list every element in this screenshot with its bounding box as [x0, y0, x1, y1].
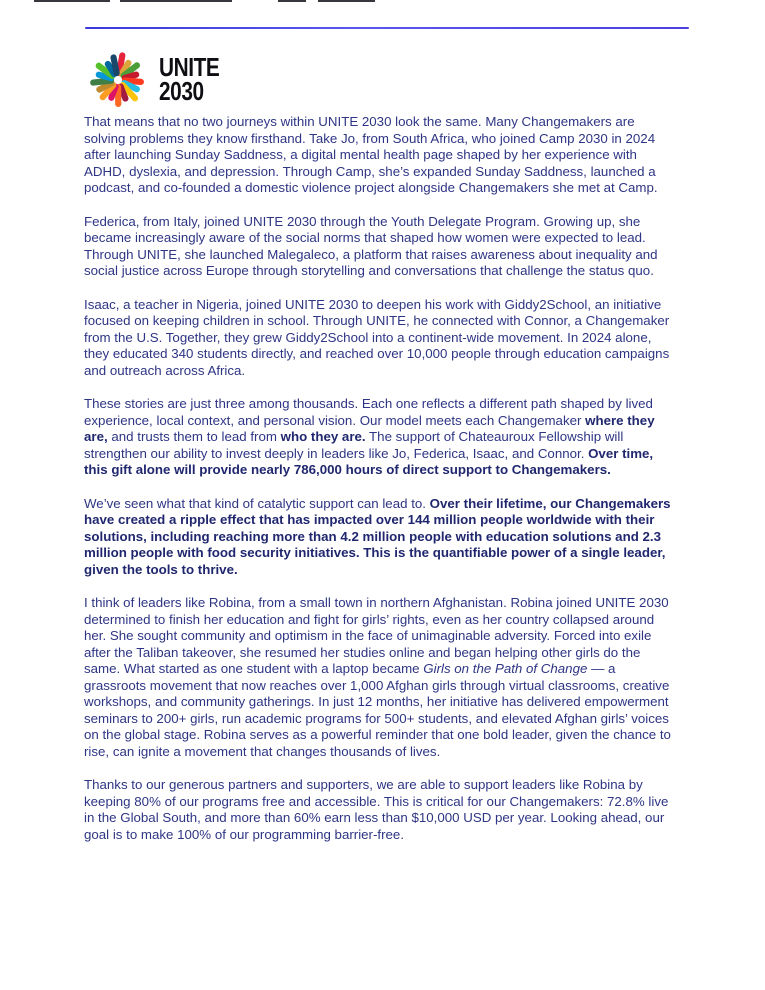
text-run: I think of leaders like Robina, from a small town in northern Afghanistan. Robina joined UNITE 2030 determined to finish her education and fight for girls’ rights, even as her country collapsed around her. She sought community and optimism in the face of unimaginable adversity. Forced into exile after the Taliban takeover, she resumed her studies online and began helping other girls do the same. What started as one student with a laptop became — [84, 595, 669, 676]
text-run: The support of Chateauroux Fellowship will strengthen our ability to invest deeply in leaders like Jo, Federica, Isaac, and Connor. — [84, 429, 624, 461]
scan-artifact-mark — [120, 0, 232, 2]
paragraph — [84, 214, 678, 280]
text-run: and trusts them to lead from — [107, 429, 281, 444]
header-rule — [85, 27, 689, 29]
text-run: Over time, this gift alone will provide nearly 786,000 hours of direct support to Changemakers. — [84, 445, 654, 477]
logo-wordmark — [159, 52, 220, 106]
text-run: Over their lifetime, our Changemakers have created a ripple effect that has impacted over 144 million people worldwide with their solutions, including reaching more than 4.2 million people with education solutions and 2.3 million people with food security initiatives. This is the quantifiable power of a single leader, given the tools to thrive. — [84, 495, 671, 577]
letter-body — [84, 114, 678, 860]
scan-artifact-mark — [318, 0, 375, 2]
text-run: Isaac, a teacher in Nigeria, joined UNITE 2030 to deepen his work with Giddy2School, an initiative focused on keeping children in school. Through UNITE, he connected with Connor, a Changemaker from the U.S. Together, they grew Giddy2School into a continent-wide movement. In 2024 alone, they educated 340 students directly, and reached over 10,000 people through education campaigns and outreach across Africa. — [84, 296, 670, 378]
scan-artifact-mark — [278, 0, 306, 2]
unite-2030-logo — [86, 48, 235, 112]
text-run: That means that no two journeys within UNITE 2030 look the same. Many Changemakers are solving problems they know firsthand. Take Jo, from South Africa, who joined Camp 2030 in 2024 after launching Sunday Saddness, a digital mental health page shaped by her experience with ADHD, dyslexia, and depression. Through Camp, she’s expanded Sunday Saddness, launched a podcast, and co-founded a domestic violence project alongside Changemakers she met at Camp. — [84, 114, 658, 195]
scan-artifact-mark — [34, 0, 110, 2]
paragraph — [84, 496, 678, 579]
text-run: who they are. — [280, 429, 366, 444]
paragraph — [84, 297, 678, 380]
paragraph — [84, 595, 678, 760]
paragraph — [84, 396, 678, 479]
text-run: These stories are just three among thousands. Each one reflects a different path shaped by lived experience, local context, and personal vision. Our model meets each Changemaker — [84, 396, 653, 428]
text-run: where they are, — [84, 412, 655, 444]
paragraph — [84, 114, 678, 197]
text-run: We’ve seen what that kind of catalytic support can lead to. — [84, 495, 430, 511]
logo-text-line2: 2030 — [159, 76, 204, 106]
text-run: Federica, from Italy, joined UNITE 2030 through the Youth Delegate Program. Growing up, she became increasingly aware of the social norms that shaped how women were expected to lead. Through UNITE, she launched Malegaleco, a platform that raises awareness about inequality and social justice across Europe through storytelling and conversations that challenge the status quo. — [84, 213, 658, 278]
logo-starburst-icon — [86, 48, 150, 112]
text-run: Thanks to our generous partners and supporters, we are able to support leaders like Robina by keeping 80% of our programs free and accessible. This is critical for our Changemakers: 72.8% live in the Global South, and more than 60% earn less than $10,000 USD per year. Looking ahead, our goal is to make 100% of our programming barrier-free. — [84, 777, 669, 842]
logo-text-line1: UNITE — [159, 52, 220, 83]
paragraph — [84, 777, 678, 843]
text-run: — a grassroots movement that now reaches over 1,000 Afghan girls through virtual classrooms, creative workshops, and community gatherings. In just 12 months, her initiative has delivered empowerment seminars to 200+ girls, run academic programs for 500+ students, and elevated Afghan girls’ voices on the global stage. Robina serves as a powerful reminder that one bold leader, given the chance to rise, can ignite a movement that changes thousands of lives. — [84, 661, 671, 759]
text-run: Girls on the Path of Change — [423, 661, 588, 676]
